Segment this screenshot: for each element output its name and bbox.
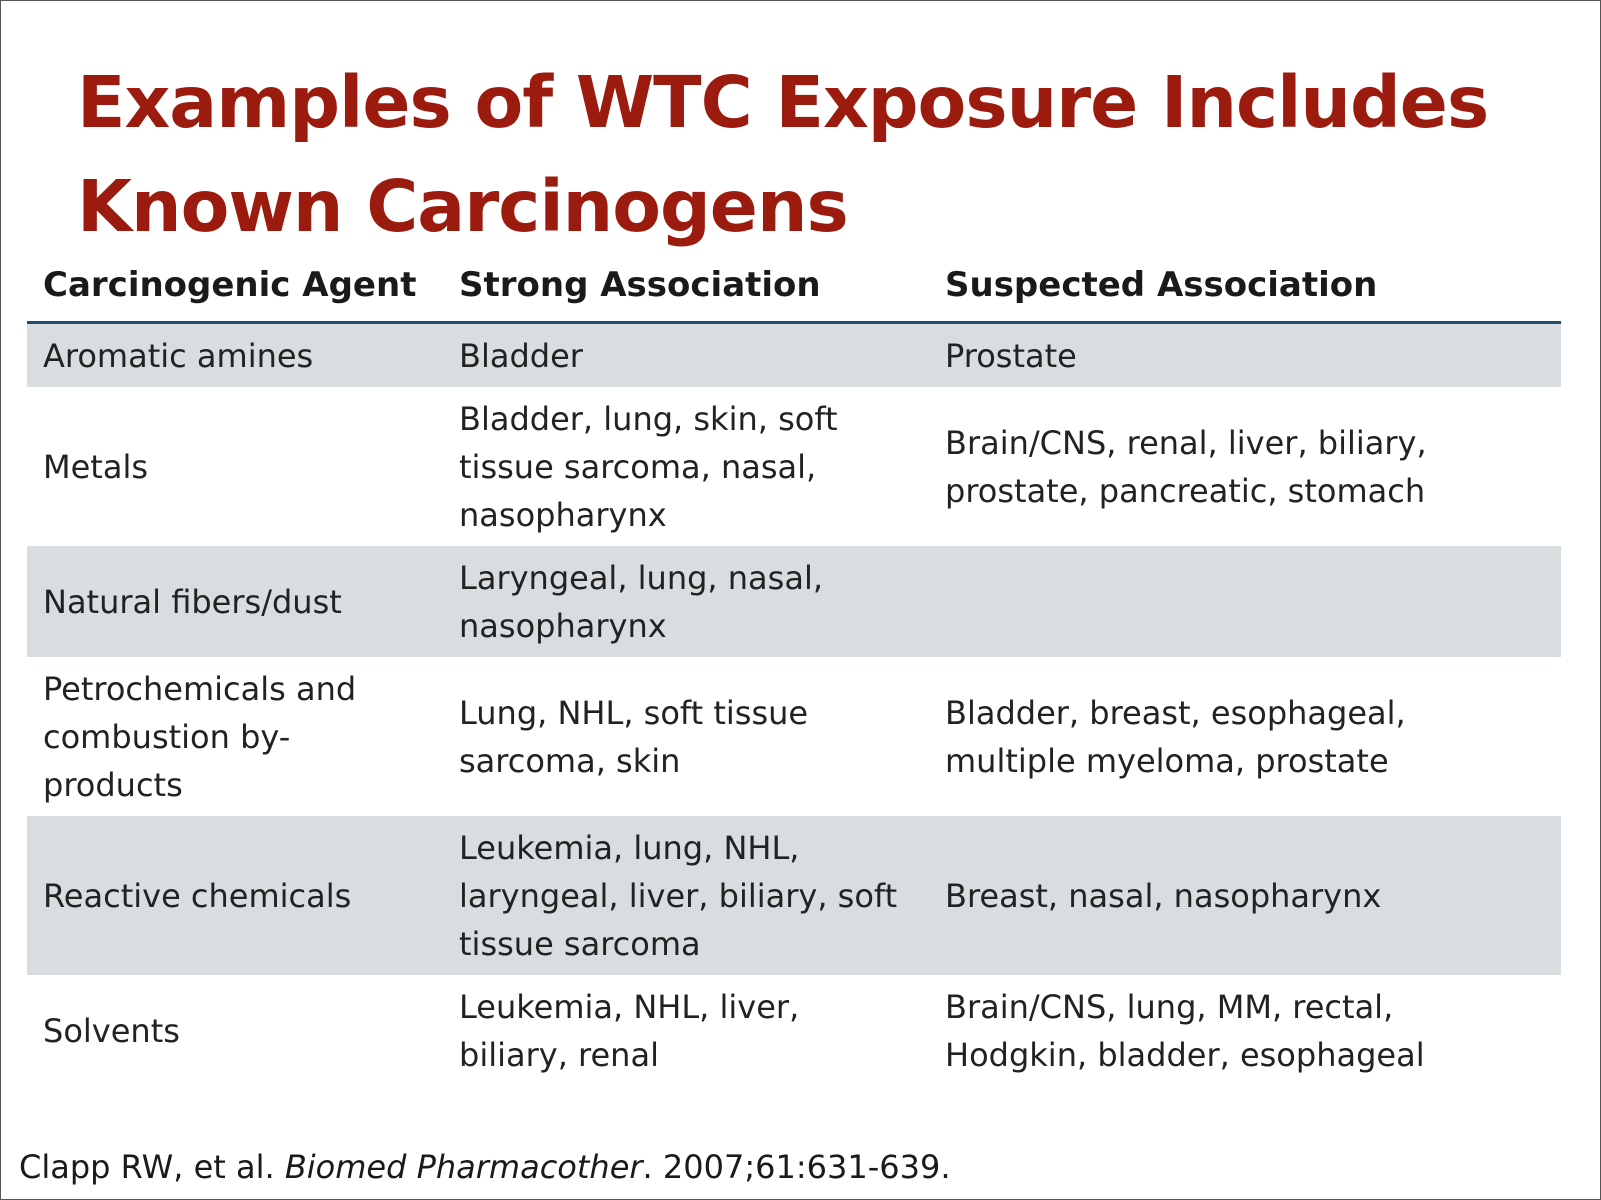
agent-cell: Metals [43, 447, 149, 486]
citation-authors: Clapp RW, et al. [19, 1148, 285, 1186]
slide-title-line-1: Examples of WTC Exposure Includes [77, 61, 1489, 144]
table-row [27, 387, 1561, 546]
table-header-row [27, 259, 1561, 323]
citation-journal: Biomed Pharmacother [284, 1148, 643, 1186]
agent-cell: Petrochemicals and combustion by-products [43, 669, 357, 804]
table-row [27, 323, 1561, 388]
strong-association-cell: Bladder [443, 323, 929, 388]
strong-association-cell: Leukemia, NHL, liver, biliary, renal [459, 987, 800, 1074]
carcinogen-table-container [27, 259, 1561, 1086]
suspected-association-cell: Brain/CNS, lung, MM, rectal, Hodgkin, bladder, esophageal [945, 987, 1425, 1074]
table-row [27, 816, 1561, 975]
agent-cell: Aromatic amines [27, 323, 443, 388]
slide-title [77, 51, 1517, 259]
strong-association-cell: Leukemia, lung, NHL, laryngeal, liver, biliary, soft tissue sarcoma [443, 816, 929, 975]
agent-cell: Natural fibers/dust [27, 546, 443, 657]
strong-association-cell: Bladder, lung, skin, soft tissue sarcoma, nasal, nasopharynx [459, 399, 838, 534]
header-suspected-association: Suspected Association [929, 259, 1561, 323]
strong-association-cell: Lung, NHL, soft tissue sarcoma, skin [459, 693, 809, 780]
citation [19, 1147, 950, 1187]
table-row [27, 975, 1561, 1086]
strong-association-cell: Laryngeal, lung, nasal, nasopharynx [443, 546, 929, 657]
agent-cell: Reactive chemicals [27, 816, 443, 975]
suspected-association-cell: Breast, nasal, nasopharynx [929, 816, 1561, 975]
slide-title-line-2: Known Carcinogens [77, 165, 848, 248]
suspected-association-cell [929, 546, 1561, 657]
table-row [27, 657, 1561, 816]
carcinogen-table [27, 259, 1561, 1086]
header-strong-association: Strong Association [443, 259, 929, 323]
suspected-association-cell: Brain/CNS, renal, liver, biliary, prostate, pancreatic, stomach [945, 423, 1427, 510]
agent-cell: Solvents [43, 1011, 180, 1050]
suspected-association-cell: Bladder, breast, esophageal, multiple myeloma, prostate [945, 693, 1406, 780]
table-row [27, 546, 1561, 657]
header-carcinogenic-agent: Carcinogenic Agent [27, 259, 443, 323]
citation-details: . 2007;61:631-639. [642, 1148, 951, 1186]
suspected-association-cell: Prostate [929, 323, 1561, 388]
